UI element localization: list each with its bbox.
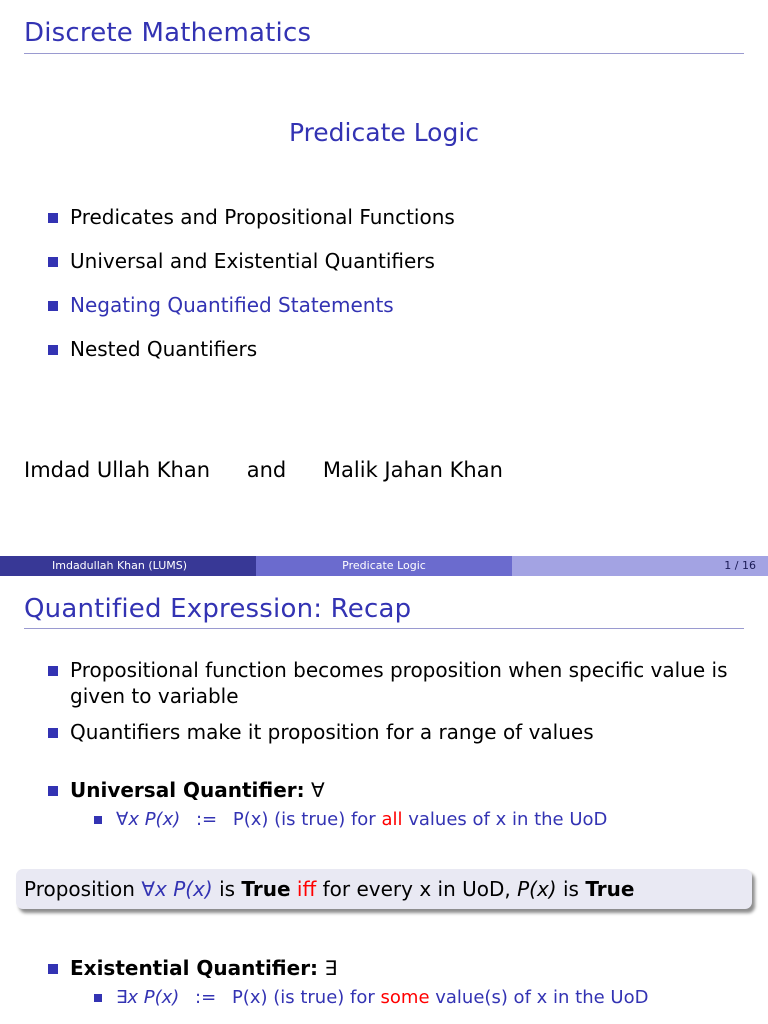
topic-label: Negating Quantified Statements bbox=[70, 293, 394, 317]
keyword-all: all bbox=[381, 809, 403, 830]
box-text: Proposition bbox=[24, 877, 135, 901]
footer-title: Predicate Logic bbox=[256, 556, 512, 576]
box-px: P(x) bbox=[517, 877, 557, 901]
square-bullet-icon bbox=[48, 301, 58, 311]
square-bullet-icon bbox=[48, 728, 58, 738]
footer-page-number: 1 / 16 bbox=[512, 556, 768, 576]
bullet-text: Quantifiers make it proposition for a range of values bbox=[70, 720, 594, 744]
topic-label: Predicates and Propositional Functions bbox=[70, 205, 455, 229]
exists-symbol: ∃ bbox=[324, 956, 338, 980]
list-item bbox=[46, 336, 455, 362]
topic-list bbox=[46, 204, 455, 362]
slide-recap bbox=[0, 576, 768, 1024]
universal-label: Universal Quantifier: bbox=[70, 778, 305, 802]
box-iff: iff bbox=[296, 877, 317, 901]
square-bullet-icon bbox=[94, 994, 102, 1002]
square-bullet-icon bbox=[48, 213, 58, 223]
author-conjunction: and bbox=[246, 458, 287, 482]
formula-lhs: ∃x P(x) bbox=[116, 987, 180, 1008]
formula-lhs: ∀x P(x) bbox=[116, 809, 181, 830]
topic-label: Universal and Existential Quantifiers bbox=[70, 249, 435, 273]
box-text: is bbox=[219, 877, 236, 901]
list-item bbox=[46, 204, 455, 230]
list-item bbox=[46, 777, 325, 803]
existential-block bbox=[46, 955, 337, 981]
authors bbox=[24, 458, 533, 482]
footer-bar bbox=[0, 556, 768, 576]
definition-box bbox=[16, 869, 752, 909]
footer-author: Imdadullah Khan (LUMS) bbox=[0, 556, 256, 576]
square-bullet-icon bbox=[48, 964, 58, 974]
topic-label: Nested Quantifiers bbox=[70, 337, 258, 361]
frame-title: Quantified Expression: Recap bbox=[24, 594, 412, 624]
definition-operator: := bbox=[195, 987, 217, 1008]
list-item bbox=[46, 248, 455, 274]
existential-definition bbox=[92, 985, 648, 1011]
list-item-active bbox=[46, 292, 455, 318]
author-1: Imdad Ullah Khan bbox=[24, 458, 211, 482]
frame-title: Discrete Mathematics bbox=[24, 18, 312, 48]
forall-symbol: ∀ bbox=[311, 778, 325, 802]
formula-rhs-pre: P(x) (is true) for bbox=[232, 809, 376, 830]
box-formula: ∀x P(x) bbox=[141, 877, 213, 901]
square-bullet-icon bbox=[48, 786, 58, 796]
formula-rhs-post: values of x in the UoD bbox=[408, 809, 608, 830]
recap-list bbox=[46, 657, 728, 745]
universal-block bbox=[46, 777, 325, 803]
bullet-text-line: Propositional function becomes proposition when specific value is bbox=[70, 658, 728, 682]
universal-definition bbox=[92, 807, 607, 833]
keyword-some: some bbox=[380, 987, 430, 1008]
box-text: is bbox=[562, 877, 579, 901]
list-item bbox=[46, 719, 728, 745]
title-rule bbox=[24, 628, 744, 629]
title-rule bbox=[24, 53, 744, 54]
box-true: True bbox=[241, 877, 291, 901]
square-bullet-icon bbox=[48, 345, 58, 355]
square-bullet-icon bbox=[48, 666, 58, 676]
list-item bbox=[46, 657, 728, 709]
author-2: Malik Jahan Khan bbox=[322, 458, 503, 482]
box-true: True bbox=[585, 877, 635, 901]
existential-label: Existential Quantifier: bbox=[70, 956, 319, 980]
list-item bbox=[46, 955, 337, 981]
formula-rhs-pre: P(x) (is true) for bbox=[231, 987, 375, 1008]
deck-title: Predicate Logic bbox=[288, 118, 480, 147]
list-item bbox=[92, 985, 648, 1011]
bullet-text-line: given to variable bbox=[70, 684, 239, 708]
formula-rhs-post: value(s) of x in the UoD bbox=[435, 987, 649, 1008]
square-bullet-icon bbox=[94, 816, 102, 824]
list-item bbox=[92, 807, 607, 833]
box-text: for every x in UoD, bbox=[322, 877, 511, 901]
definition-operator: := bbox=[195, 809, 218, 830]
square-bullet-icon bbox=[48, 257, 58, 267]
